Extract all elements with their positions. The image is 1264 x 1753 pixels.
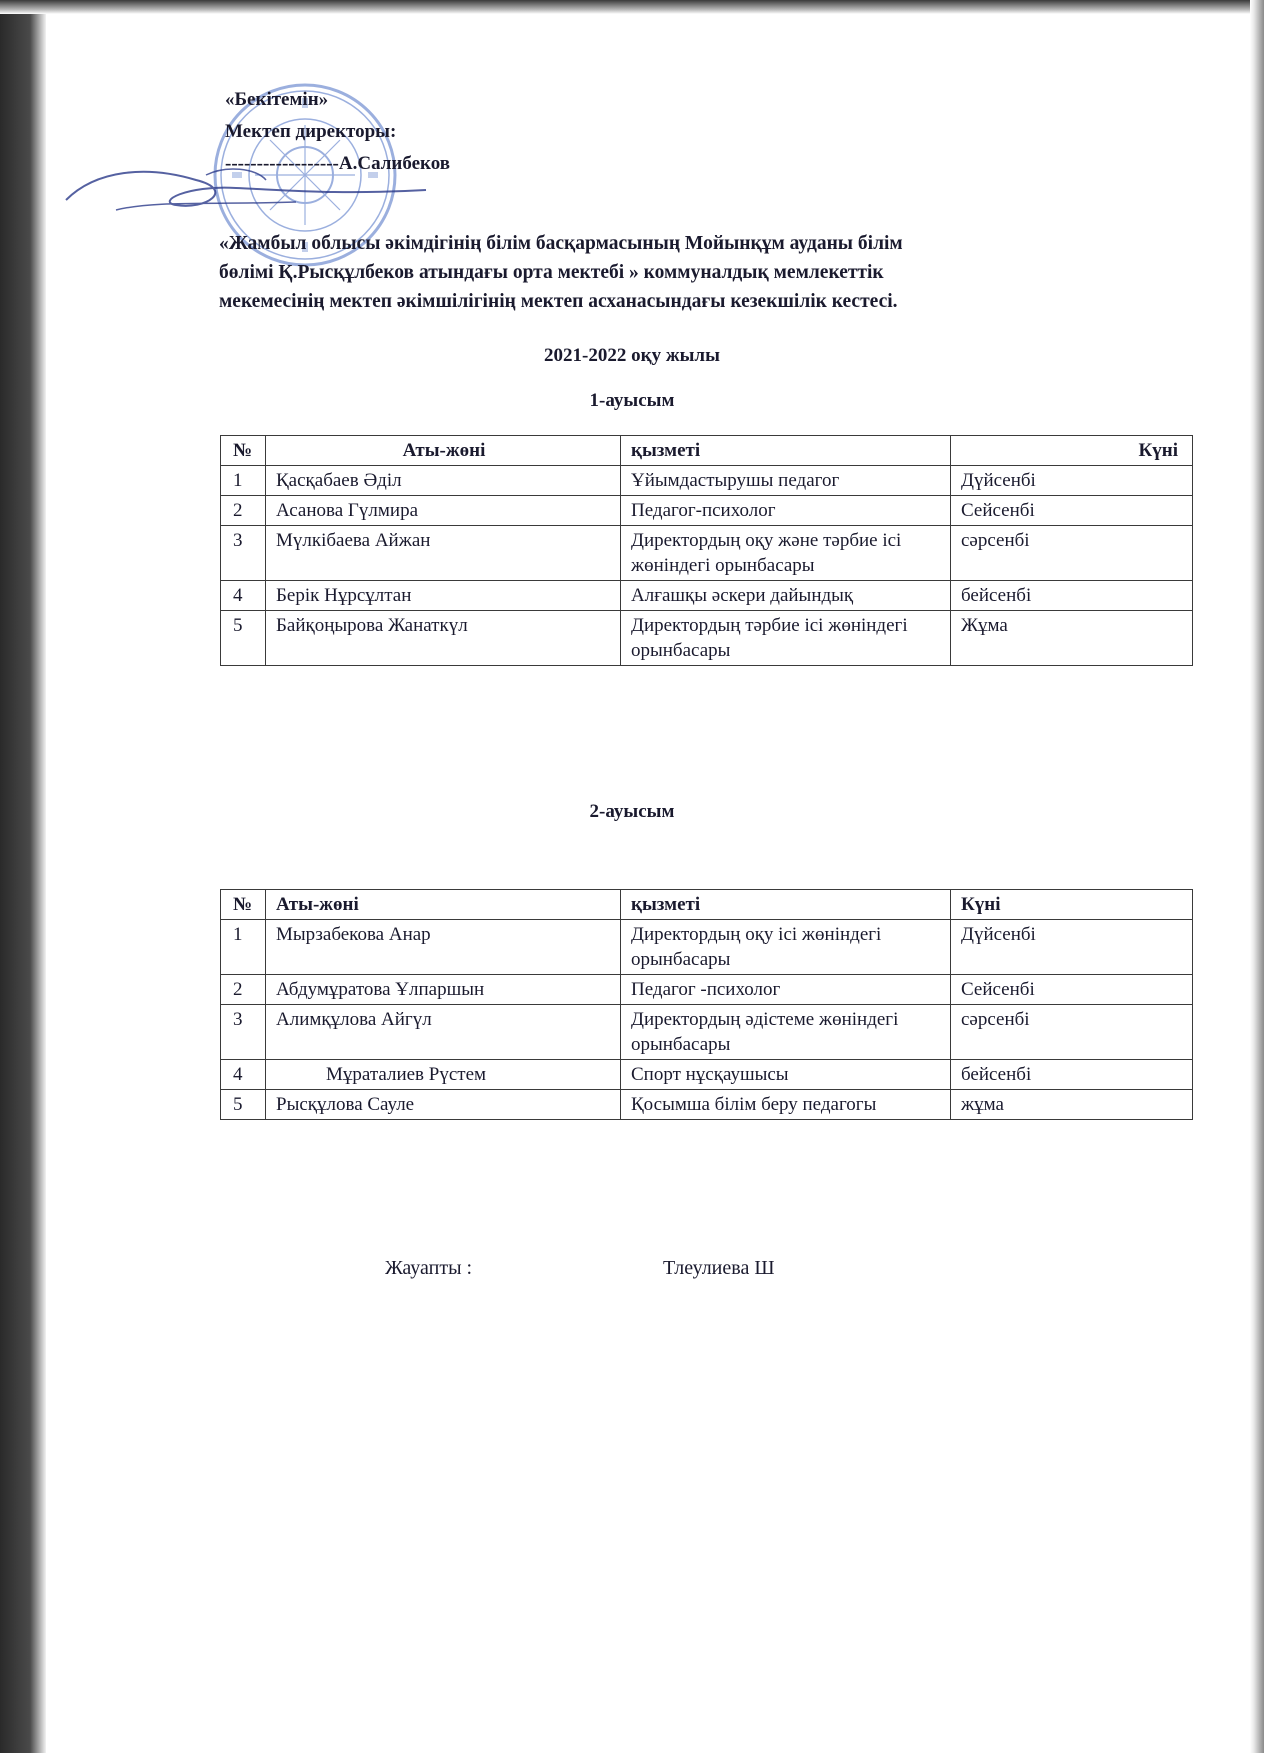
row-num: 5 <box>221 1090 266 1120</box>
row-name: Рысқұлова Сауле <box>266 1090 621 1120</box>
document-title <box>219 229 1139 316</box>
shift-1-table <box>220 435 1193 666</box>
row-num: 1 <box>221 920 266 975</box>
row-day: Жұма <box>951 611 1193 666</box>
row-name: Алимқұлова Айгүл <box>266 1005 621 1060</box>
table-row <box>221 975 1193 1005</box>
row-name: Байқоңырова Жанаткүл <box>266 611 621 666</box>
scan-edge-left <box>0 0 46 1753</box>
row-position: Директордың оқу ісі жөніндегі орынбасары <box>621 920 951 975</box>
row-position: Ұйымдастырушы педагог <box>621 466 951 496</box>
header-num: № <box>221 436 266 466</box>
table-row <box>221 526 1193 581</box>
table-row <box>221 496 1193 526</box>
row-position: Педагог -психолог <box>621 975 951 1005</box>
row-day: Сейсенбі <box>951 496 1193 526</box>
row-position: Педагог-психолог <box>621 496 951 526</box>
table-row <box>221 1090 1193 1120</box>
header-day: Күні <box>951 436 1193 466</box>
approval-heading: «Бекітемін» <box>225 89 329 110</box>
header-position: қызметі <box>621 890 951 920</box>
document-title-line: бөлімі Қ.Рысқұлбеков атындағы орта мектебі » коммуналдық мемлекеттік <box>219 262 884 283</box>
shift-2-title: 2-ауысым <box>589 801 675 822</box>
row-day: жұма <box>951 1090 1193 1120</box>
row-day: Дүйсенбі <box>951 466 1193 496</box>
row-position: Директордың әдістеме жөніндегі орынбасары <box>621 1005 951 1060</box>
row-name: Мырзабекова Анар <box>266 920 621 975</box>
row-num: 1 <box>221 466 266 496</box>
table-row <box>221 466 1193 496</box>
table-header-row <box>221 890 1193 920</box>
scan-edge-top <box>0 0 1264 14</box>
row-position: Директордың тәрбие ісі жөніндегі орынбасары <box>621 611 951 666</box>
row-day: сәрсенбі <box>951 1005 1193 1060</box>
header-position: қызметі <box>621 436 951 466</box>
document-title-line: «Жамбыл облысы әкімдігінің білім басқармасының Мойынқұм ауданы білім <box>219 233 903 254</box>
row-name: Мұраталиев Рүстем <box>266 1060 621 1090</box>
header-name: Аты-жөні <box>266 890 621 920</box>
row-name: Мүлкібаева Айжан <box>266 526 621 581</box>
shift-1-title: 1-ауысым <box>589 390 675 411</box>
table-row <box>221 920 1193 975</box>
header-name: Аты-жөні <box>266 436 621 466</box>
row-day: сәрсенбі <box>951 526 1193 581</box>
row-num: 3 <box>221 1005 266 1060</box>
row-day: Дүйсенбі <box>951 920 1193 975</box>
table-row <box>221 1060 1193 1090</box>
row-num: 3 <box>221 526 266 581</box>
row-position: Директордың оқу және тәрбие ісі жөніндегі орынбасары <box>621 526 951 581</box>
row-name: Берік Нұрсұлтан <box>266 581 621 611</box>
row-num: 2 <box>221 496 266 526</box>
row-position: Қосымша білім беру педагогы <box>621 1090 951 1120</box>
row-day: Сейсенбі <box>951 975 1193 1005</box>
approval-block <box>225 84 450 180</box>
table-row <box>221 1005 1193 1060</box>
responsible-label: Жауапты : <box>385 1257 473 1279</box>
document-title-line: мекемесінің мектеп әкімшілігінің мектеп асханасындағы кезекшілік кестесі. <box>219 291 898 312</box>
table-row <box>221 611 1193 666</box>
row-num: 5 <box>221 611 266 666</box>
row-num: 4 <box>221 581 266 611</box>
row-name: Асанова Гүлмира <box>266 496 621 526</box>
shift-2-table <box>220 889 1193 1120</box>
row-day: бейсенбі <box>951 1060 1193 1090</box>
table-row <box>221 581 1193 611</box>
approval-director-label: Мектеп директоры: <box>225 121 397 142</box>
row-day: бейсенбі <box>951 581 1193 611</box>
approval-director-name: ------------------А.Салибеков <box>225 153 451 174</box>
row-name: Қасқабаев Әділ <box>266 466 621 496</box>
table-header-row <box>221 436 1193 466</box>
row-num: 2 <box>221 975 266 1005</box>
row-num: 4 <box>221 1060 266 1090</box>
responsible-person: Тлеулиева Ш <box>663 1257 775 1279</box>
academic-year: 2021-2022 оқу жылы <box>544 345 720 366</box>
row-position: Алғашқы әскери дайындық <box>621 581 951 611</box>
header-num: № <box>221 890 266 920</box>
row-name: Абдумұратова Ұлпаршын <box>266 975 621 1005</box>
header-day: Күні <box>951 890 1193 920</box>
row-position: Спорт нұсқаушысы <box>621 1060 951 1090</box>
scan-edge-right <box>1250 0 1264 1753</box>
